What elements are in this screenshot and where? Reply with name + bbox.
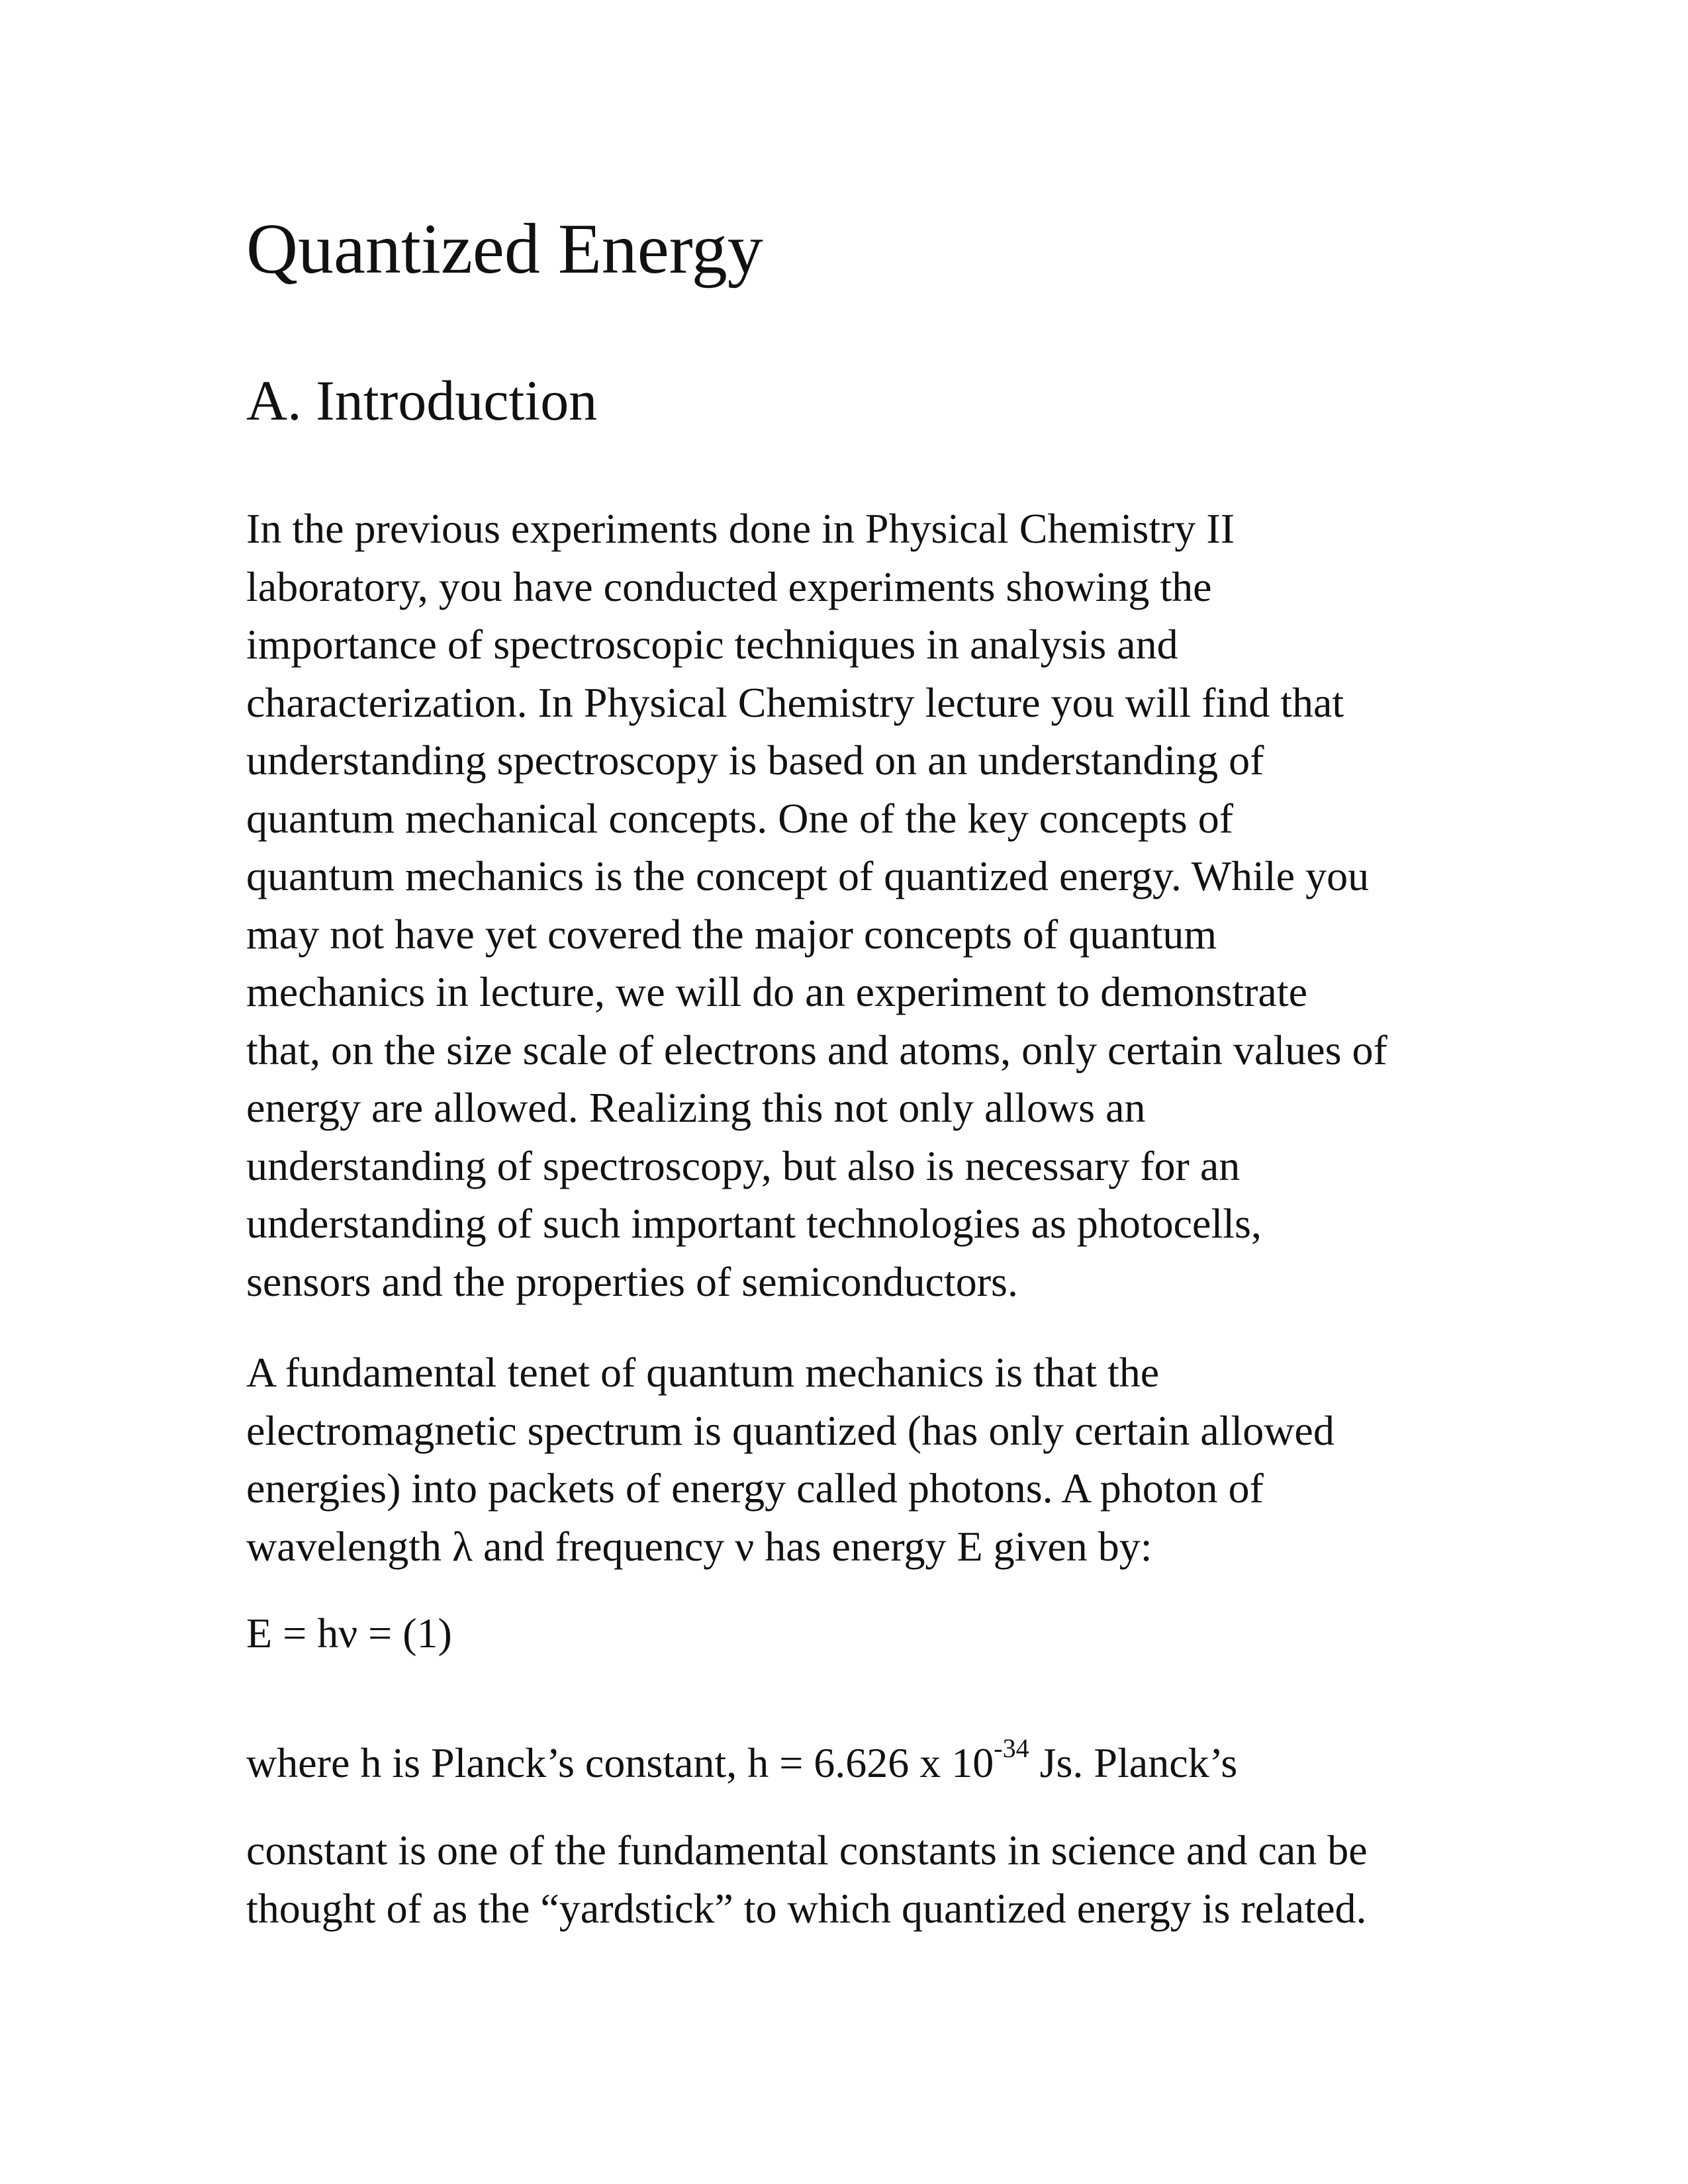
planck-exponent: -34 — [994, 1733, 1029, 1763]
paragraph-line: mechanics in lecture, we will do an experiment to demonstrate — [246, 968, 1307, 1015]
photon-energy-equation: E = hν = (1) — [246, 1610, 452, 1657]
section-heading: A. Introduction — [246, 369, 598, 432]
paragraph-line: characterization. In Physical Chemistry lecture you will find that — [246, 678, 1344, 726]
introduction-paragraph-1 — [246, 500, 1387, 1310]
paragraph-line: energy are allowed. Realizing this not only allows an — [246, 1084, 1146, 1131]
paragraph-line: sensors and the properties of semiconductors. — [246, 1257, 1018, 1305]
paragraph-line: In the previous experiments done in Physical Chemistry II — [246, 505, 1235, 552]
paragraph-line: wavelength λ and frequency ν has energy E given by: — [246, 1522, 1152, 1570]
paragraph-line: that, on the size scale of electrons and atoms, only certain values of — [246, 1026, 1387, 1073]
paragraph-line: understanding spectroscopy is based on an understanding of — [246, 737, 1264, 784]
paragraph-line: understanding of such important technologies as photocells, — [246, 1200, 1262, 1247]
introduction-paragraph-2 — [246, 1343, 1335, 1575]
planck-constant-line — [246, 1734, 1237, 1792]
paragraph-line: A fundamental tenet of quantum mechanics is that the — [246, 1349, 1160, 1396]
paragraph-line: may not have yet covered the major concepts of quantum — [246, 910, 1217, 958]
paragraph-line: laboratory, you have conducted experiments showing the — [246, 563, 1212, 610]
paragraph-line: energies) into packets of energy called photons. A photon of — [246, 1465, 1264, 1512]
introduction-paragraph-3 — [246, 1821, 1368, 1937]
paragraph-line: understanding of spectroscopy, but also is necessary for an — [246, 1142, 1241, 1189]
paragraph-line: quantum mechanical concepts. One of the key concepts of — [246, 794, 1233, 842]
planck-text-before: where h is Planck’s constant, h = 6.626 x 10 — [246, 1739, 994, 1786]
paragraph-line: quantum mechanics is the concept of quantized energy. While you — [246, 852, 1370, 899]
document-page — [246, 0, 1477, 2184]
document-title: Quantized Energy — [246, 210, 763, 289]
paragraph-line: electromagnetic spectrum is quantized (has only certain allowed — [246, 1406, 1335, 1454]
planck-text-after: Js. Planck’s — [1029, 1739, 1238, 1786]
paragraph-line: thought of as the “yardstick” to which quantized energy is related. — [246, 1884, 1367, 1932]
paragraph-line: constant is one of the fundamental constants in science and can be — [246, 1827, 1368, 1874]
paragraph-line: importance of spectroscopic techniques in analysis and — [246, 621, 1178, 668]
